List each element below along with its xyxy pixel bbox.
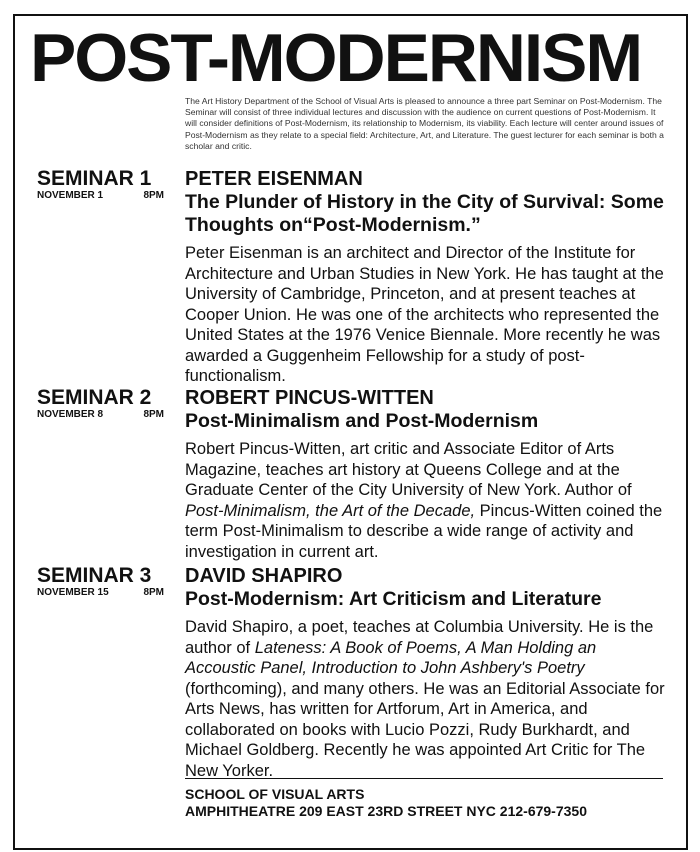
address: AMPHITHEATRE 209 EAST 23RD STREET NYC 212-679-7350 [185,803,587,819]
bio-text: Robert Pincus-Witten, art critic and Associate Editor of Arts Magazine, teaches art history at Queens College and at the Graduate Center of the City University of New York. Author of [185,440,632,499]
seminar-1-content [185,168,670,387]
seminar-2-heading [37,387,164,420]
bio-text: Pincus-Witten coined the term Post-Minimalism to describe a wide range of activity and investigation in current art. [185,501,663,561]
seminar-time: 8PM [143,587,164,598]
speaker-bio: Peter Eisenman is an architect and Director of the Institute for Architecture and Urban Studies in New York. He has taught at the University of Cambridge, Princeton, and at present teaches at Cooper Union. He was one of the architects who represented the United States at the 1976 Venice Biennale. More recently he was awarded a Guggenheim Fellowship for a study of post-functionalism. [185,244,664,385]
bio-text: David Shapiro, a poet, teaches at Columbia University. He is the author of [185,618,654,657]
seminar-1-heading [37,168,164,201]
seminar-3-content [185,565,670,781]
poster-title: POST-MODERNISM [30,20,642,96]
speaker-bio [185,439,670,562]
book-title: Lateness: A Book of Poems, A Man Holding an Accoustic Panel, Introduction to John Ashbery's Poetry [185,638,597,677]
seminar-label: SEMINAR 1 [37,167,152,190]
seminar-date: NOVEMBER 15 [37,587,109,598]
seminar-time: 8PM [143,409,164,420]
seminar-label: SEMINAR 3 [37,564,152,587]
school-name: SCHOOL OF VISUAL ARTS [185,786,365,802]
footer [185,778,663,820]
seminar-date: NOVEMBER 1 [37,190,104,201]
seminar-label: SEMINAR 2 [37,386,152,409]
talk-title: Post-Modernism: Art Criticism and Literature [185,588,602,610]
seminar-time: 8PM [143,190,164,201]
talk-title: The Plunder of History in the City of Survival: Some Thoughts on“Post-Modernism.” [185,191,664,236]
seminar-3-heading [37,565,164,598]
speaker-bio [185,617,670,781]
speaker-name: ROBERT PINCUS-WITTEN [185,387,434,409]
speaker-name: PETER EISENMAN [185,168,363,190]
seminar-2-content [185,387,670,562]
intro-text: The Art History Department of the School of Visual Arts is pleased to announce a three part Seminar on Post-Modernism. The Seminar will consist of three individual lectures and discussion with the audience on current questions of Post-Modernism. It will consider definitions of Post-Modernism, its relationship to Modernism, its viability. Each lecture will center around issues of Post-Modernism as they relate to a special field: Architecture, Art, and Literature. The guest lecturer for each seminar is both a scholar and critic. [185,96,664,151]
speaker-name: DAVID SHAPIRO [185,565,343,587]
talk-title: Post-Minimalism and Post-Modernism [185,410,539,432]
seminar-date: NOVEMBER 8 [37,409,104,420]
book-title: Post-Minimalism, the Art of the Decade, [185,501,476,520]
bio-text: (forthcoming), and many others. He was an Editorial Associate for Arts News, has written for Artforum, Art in America, and collaborated on books with Lucio Pozzi, Rudy Burkhardt, and Michael Goldberg. Recently he was appointed Art Critic for The New Yorker. [185,679,665,780]
